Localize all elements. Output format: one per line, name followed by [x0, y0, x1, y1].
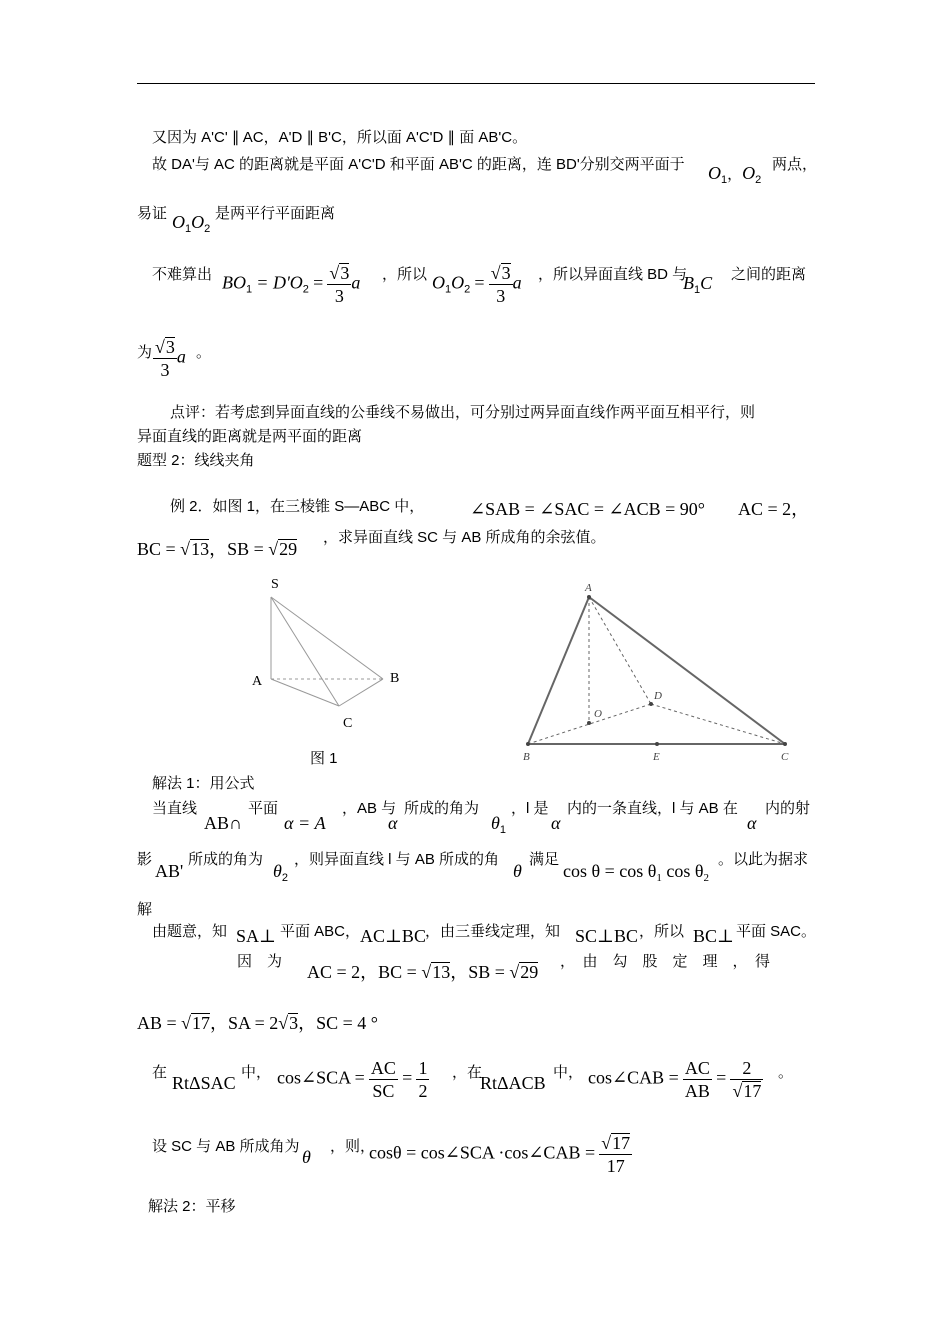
f1g: 内的射: [765, 800, 811, 817]
final-num: 17: [612, 1133, 631, 1153]
g1e: 平面 SAC。: [736, 923, 817, 940]
f2b: 所成的角为: [188, 851, 264, 868]
ac-over-sc: [369, 1057, 398, 1102]
ac-num-2: AC: [684, 1058, 710, 1078]
bo1: BO: [222, 272, 246, 293]
h1b: 中，: [241, 1064, 272, 1081]
ab-radicand: 17: [192, 1013, 211, 1033]
ac-condition: AC = 2，: [738, 499, 810, 519]
h1c: ，在: [452, 1064, 483, 1081]
eq-sign: =: [313, 272, 324, 293]
var-a: a: [351, 272, 361, 293]
ac-num: AC: [370, 1058, 396, 1078]
f1c: ，AB 与: [342, 800, 397, 817]
theta2: [273, 861, 288, 888]
label2-d: D: [654, 690, 662, 702]
o1o2-sub1: 1: [185, 223, 192, 235]
ab-prime: AB': [155, 861, 184, 881]
alpha-1: α: [388, 813, 398, 833]
bo1-sub: 1: [246, 283, 253, 296]
o1-o2-points: $O_1$，$O_2$: [708, 163, 762, 186]
sb-prefix: SB =: [227, 539, 264, 559]
cos-formula-a: cos θ = cos θ: [563, 861, 657, 881]
result-frac: $\frac{√3}{3}$: [155, 337, 175, 380]
sqrt3-rad-b: 3: [501, 263, 511, 283]
label-b: B: [390, 671, 400, 686]
final-den: 17: [606, 1156, 625, 1176]
f2c: ，则异面直线 l 与 AB 所成的角: [294, 851, 500, 868]
section-heading-type2: 题型 2：线线夹角: [137, 452, 255, 469]
o1o2-equation: [432, 262, 522, 307]
final-lhs: cosθ = cos∠SCA ·cos∠CAB =: [369, 1142, 596, 1163]
sqrt3-over-3: $\frac{√3}{3}$: [329, 263, 350, 306]
text-line-2-tail: 两点，: [772, 156, 818, 173]
text-line-4a: 不难算出: [152, 266, 213, 283]
theta2-sub: 2: [281, 872, 288, 884]
dprime-o2-sub: 2: [302, 283, 309, 296]
f2d: 满足: [529, 851, 560, 868]
f1d: 所成的角为: [404, 800, 480, 817]
o2-symbol: O: [742, 163, 756, 183]
alpha-eq-a: α = A: [284, 813, 326, 833]
b1c-b: B: [683, 273, 694, 293]
text-line-1: 又因为 A'C' ∥ AC，A'D ∥ B'C，所以面 A'C'D ∥ 面 AB'C。: [152, 129, 528, 146]
text-line-5a: 为: [137, 344, 153, 361]
eq-o2: O: [451, 272, 465, 293]
g2-vals-b: ，SB =: [450, 962, 505, 982]
eq-sign-3: =: [402, 1067, 413, 1088]
g1a: 由题意，知: [152, 923, 228, 940]
figure-caption: 图 1: [310, 750, 338, 767]
cos-formula-b: cos θ: [661, 861, 704, 881]
frac-den: 3: [334, 286, 344, 306]
sqrt3-rad: 3: [340, 263, 350, 283]
final-equation: [369, 1132, 632, 1177]
result-a: a: [176, 346, 186, 367]
eq-sign-4: =: [716, 1067, 727, 1088]
f3: 解: [137, 901, 153, 918]
point-c: [783, 742, 787, 746]
label2-a: A: [585, 582, 592, 594]
sc-value: ，SC = 4: [298, 1013, 367, 1033]
ab-cap: AB∩: [204, 813, 243, 833]
f2a: 影: [137, 851, 153, 868]
solution2-title: 解法 2：平移: [148, 1198, 236, 1215]
result-rad: 3: [165, 337, 175, 357]
g1d: ，所以: [639, 923, 685, 940]
point-e: [655, 742, 659, 746]
ac-perp-bc: AC⊥BC: [360, 926, 426, 946]
cos-cab: cos∠CAB =: [588, 1067, 679, 1088]
theta1: [491, 813, 506, 840]
label2-e: E: [653, 751, 660, 763]
o1o2-o2: O: [191, 212, 205, 232]
rt-acb: RtΔACB: [480, 1073, 546, 1093]
ab-sa-sc-values: AB = √17，SA = 2√3，SC = 4 °: [137, 1013, 378, 1033]
sc-perp-bc: SC⊥BC: [575, 926, 638, 946]
ac-over-ab: [683, 1057, 712, 1102]
review-line-2: 异面直线的距离就是两平面的距离: [137, 428, 363, 445]
one-half: [416, 1057, 429, 1102]
alpha-2: α: [551, 813, 561, 833]
frac-den-b: 3: [496, 286, 506, 306]
sb-radicand: 29: [279, 539, 298, 559]
cos-cab-eq: [588, 1057, 763, 1102]
bc-perp: BC⊥: [693, 926, 734, 946]
theta2-sym: θ: [273, 861, 282, 881]
angle-condition: ∠SAB = ∠SAC = ∠ACB = 90°: [470, 499, 705, 519]
header-rule: [137, 83, 815, 84]
example-line-2-tail: ，求异面直线 SC 与 AB 所成角的余弦值。: [323, 529, 606, 546]
ab-den: AB: [684, 1081, 710, 1101]
edge2-ad: [589, 597, 651, 704]
theta-final: θ: [302, 1147, 311, 1167]
g2-values: AC = 2，BC = √13，SB = √29: [307, 962, 539, 982]
label-c: C: [343, 716, 353, 731]
h1a: 在: [152, 1064, 168, 1081]
cos-sca: cos∠SCA =: [277, 1067, 365, 1088]
eq-o2-sub: 2: [464, 283, 471, 296]
var-a-b: a: [512, 272, 522, 293]
bc-radicand: 13: [191, 539, 210, 559]
edge-cb: [339, 679, 383, 706]
g2-rad13: 13: [432, 962, 451, 982]
cos-sca-eq: [277, 1057, 429, 1102]
point-b: [526, 742, 530, 746]
o1o2-o1: O: [172, 212, 185, 232]
half-den: 2: [418, 1081, 428, 1101]
example-line-1: 例 2．如图 1，在三棱锥 S—ABC 中，: [170, 498, 425, 515]
text-line-2: [152, 155, 685, 175]
cos-sub2: 2: [703, 872, 710, 884]
g2-vals-a: AC = 2，BC =: [307, 962, 417, 982]
sa-value: ，SA = 2: [210, 1013, 279, 1033]
solution1-title: 解法 1：用公式: [152, 775, 255, 792]
text-line-5b: 。: [196, 344, 212, 361]
rt-sac: RtΔSAC: [172, 1073, 236, 1093]
eq-o1: O: [432, 272, 445, 293]
edge2-ab: [528, 597, 589, 744]
result-sqrt3-over-3: [153, 336, 186, 381]
o1-symbol: O: [708, 163, 721, 183]
eq-sign-2: =: [474, 272, 485, 293]
text-line-4b: ，所以: [382, 266, 428, 283]
edge-ac: [271, 679, 339, 706]
b1c-c: C: [700, 273, 713, 293]
two-over-sqrt17: $\frac{2}{√17}$: [732, 1058, 762, 1101]
text-line-3: 易证: [137, 205, 168, 222]
i1a: 设 SC 与 AB 所成角为: [152, 1138, 300, 1155]
result-den: 3: [160, 360, 170, 380]
label-s: S: [271, 577, 279, 592]
f1e: ，l 是: [511, 800, 549, 817]
f1a: 当直线: [152, 800, 198, 817]
h1d: 中，: [553, 1064, 584, 1081]
two-num: 2: [730, 1057, 763, 1080]
label2-c: C: [781, 751, 789, 763]
theta1-sub: 1: [499, 824, 506, 836]
sqrt17-over-17: $\frac{√17}{17}$: [601, 1133, 631, 1176]
o1o2-sub2: 2: [204, 223, 211, 235]
sa-radicand: 3: [289, 1013, 299, 1033]
dprime-o2: = D'O: [256, 272, 303, 293]
sa-perp: SA⊥: [236, 926, 276, 946]
point-a: [587, 595, 591, 599]
g2b: ， 由 勾 股 定 理 ， 得: [560, 953, 771, 970]
f1f: 内的一条直线，l 与 AB 在: [567, 800, 738, 817]
figure-2-pyramid: [515, 578, 805, 768]
label2-o: O: [594, 708, 602, 720]
text-line-4c: ，所以异面直线 BD 与: [538, 266, 688, 283]
edge-sb: [271, 597, 383, 679]
f2e: 。以此为据求: [718, 851, 809, 868]
theta1-sym: θ: [491, 813, 500, 833]
cos-sub1: 1: [656, 872, 662, 884]
sqrt3-over-3-b: $\frac{√3}{3}$: [490, 263, 511, 306]
g1b: 平面 ABC，: [280, 923, 361, 940]
b1c-symbol: [683, 273, 712, 300]
ab-prefix: AB =: [137, 1013, 177, 1033]
sc-den: SC: [372, 1081, 395, 1101]
label-a: A: [252, 674, 263, 689]
edge-sc: [271, 597, 339, 706]
ac-value: AC = 2: [738, 499, 792, 519]
eq-o1-sub: 1: [445, 283, 452, 296]
h1e: 。: [778, 1064, 794, 1081]
g1c: ，由三垂线定理，知: [425, 923, 561, 940]
bo1-equation: [222, 262, 360, 307]
text-line-4d: 之间的距离: [731, 266, 807, 283]
g2-rad29: 29: [520, 962, 539, 982]
o1-sub: 1: [721, 174, 728, 186]
bc-prefix: BC =: [137, 539, 176, 559]
half-num: 1: [418, 1058, 428, 1078]
label2-b: B: [523, 751, 530, 763]
edge2-dc: [651, 704, 785, 744]
b1c-sub: 1: [694, 284, 701, 296]
text-line-3-tail: 是两平行平面距离: [215, 205, 336, 222]
i1b: ，则，: [330, 1138, 376, 1155]
f1b: 平面: [248, 800, 279, 817]
o1o2-symbol: [172, 212, 210, 239]
alpha-3: α: [747, 813, 757, 833]
g2a: 因 为: [237, 953, 283, 970]
cos-formula: [563, 861, 709, 888]
text-line-2-main: 故 DA'与 AC 的距离就是平面 A'C'D 和平面 AB'C 的距离，连 BD'分别交两平面于: [152, 156, 685, 173]
edge2-ac: [589, 597, 785, 744]
figure-1-pyramid: [245, 570, 415, 735]
review-line-1: 点评：若考虑到异面直线的公垂线不易做出，可分别过两异面直线作两平面互相平行，则: [170, 404, 756, 421]
o2-sub: 2: [755, 174, 762, 186]
sqrt17-rad: 17: [743, 1081, 762, 1101]
point-o: [587, 721, 591, 725]
theta: θ: [513, 861, 522, 881]
point-d: [649, 702, 653, 706]
bc-sb-condition: BC = √13，SB = √29: [137, 539, 298, 559]
